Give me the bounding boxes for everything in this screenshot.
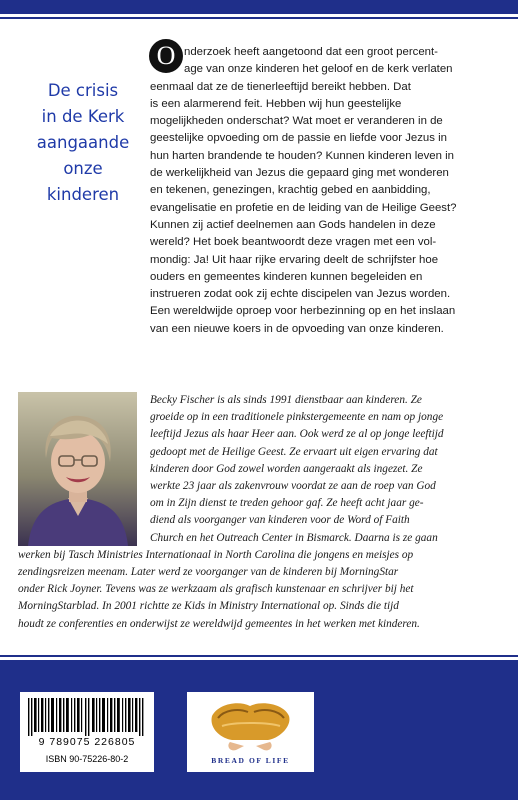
intro-line: evangelisatie en profetie en de leiding van de Heilige Geest? [150, 201, 457, 214]
bio-line: Becky Fischer is als sinds 1991 dienstbaar aan kinderen. Ze [150, 394, 422, 406]
tagline-line: in de Kerk [41, 107, 125, 126]
drop-cap-letter: O [156, 41, 176, 70]
intro-line: mondig: Ja! Uit haar rijke ervaring deelt de schrijfster hoe [150, 253, 439, 266]
tagline-line: De crisis [47, 81, 119, 100]
bio-line: onder Rick Joyner. Tevens was ze werkzaam als grafisch kunstenaar en schrijver bij het [18, 583, 414, 596]
author-bio [18, 392, 510, 633]
top-blue-band [0, 0, 518, 14]
tagline-line: kinderen [46, 185, 120, 204]
isbn-number: ISBN 90-75226-80-2 [45, 754, 129, 764]
bread-icon [208, 696, 293, 754]
intro-line: en tekenen, genezingen, krachtig gebed en aanbidding, [150, 184, 431, 197]
bio-line: werkte 23 jaar als zakenvrouw voordat ze aan de roep van God [150, 480, 436, 493]
author-photo [18, 392, 137, 546]
bio-line: zendingsreizen meenam. Later werd ze voorganger van de kinderen bij MorningStar [18, 566, 399, 579]
intro-line: eenmaal dat ze de tienerleeftijd bereikt hebben. Dat [150, 80, 411, 93]
bio-line: Church en het Outreach Center in Bismarck. Daarna is ze gaan [150, 531, 438, 544]
bio-line: MorningStarblad. In 2001 richtte ze Kids in Ministry International op. Sinds die tijd [18, 600, 399, 613]
intro-line: ouders en gemeentes kinderen kunnen begeleiden en [150, 270, 423, 283]
bio-line: gedoopt met de Heilige Geest. Ze ervaart uit eigen ervaring dat [150, 445, 438, 458]
publisher-name: BREAD OF LIFE [211, 756, 290, 765]
bio-line: om in Zijn dienst te treden gehoor gaf. Ze heeft acht jaar ge- [150, 497, 424, 510]
intro-line: age van onze kinderen het geloof en de kerk verlaten [184, 63, 453, 76]
intro-line: de werkelijkheid van Jezus die gepaard ging met wonderen [150, 167, 449, 180]
bio-line: kinderen door God zowel worden aangeraakt als ingezet. Ze [150, 462, 423, 475]
intro-line: mogelijkheden onderschat? Wat moet er veranderen in de [150, 115, 443, 128]
tagline-line: onze [63, 159, 103, 178]
bio-line: groeide op in een traditionele pinkstergemeente en nam op jonge [150, 411, 444, 424]
barcode-bars [26, 698, 148, 736]
tagline-line: aangaande [36, 133, 130, 152]
author-portrait-graphic [18, 392, 137, 546]
intro-line: instrueren zodat ook zij echte discipelen van Jezus worden. [150, 288, 451, 301]
intro-paragraph [150, 44, 502, 338]
publisher-logo-panel [187, 692, 314, 772]
intro-line: Kunnen zij actief deelnemen aan Gods handelen in deze [150, 218, 436, 231]
intro-line: hun harten brandende te houden? Kunnen kinderen leven in [150, 149, 454, 162]
intro-line: nderzoek heeft aangetoond dat een groot percent- [184, 46, 438, 58]
bio-line: diend als voorganger van kinderen voor de Word of Faith [150, 514, 410, 527]
bio-line: werken bij Tasch Ministries Internationaal in North Carolina die jongens en meisjes op [18, 548, 414, 561]
intro-line: van een nieuwe koers in de opvoeding van onze kinderen. [150, 322, 444, 335]
bottom-rule [0, 655, 518, 657]
barcode-digits: 9 789075 226805 [38, 736, 136, 748]
bio-line: leeftijd Jezus als haar Heer aan. Ook werd ze al op jonge leeftijd [150, 428, 444, 441]
intro-line: geestelijke opvoeding om de passie en liefde voor Jezus in [150, 132, 447, 145]
tagline [18, 78, 148, 208]
barcode-panel [20, 692, 154, 772]
bio-line: houdt ze conferenties en onderwijst ze wereldwijd gemeentes in het werken met kinderen. [18, 617, 420, 630]
top-rule [0, 17, 518, 19]
intro-line: is een alarmerend feit. Hebben wij hun geestelijke [150, 97, 402, 110]
intro-line: Een wereldwijde oproep voor herbezinning op en het inslaan [150, 305, 456, 318]
intro-line: wereld? Het boek beantwoordt deze vragen met een vol- [150, 236, 437, 249]
